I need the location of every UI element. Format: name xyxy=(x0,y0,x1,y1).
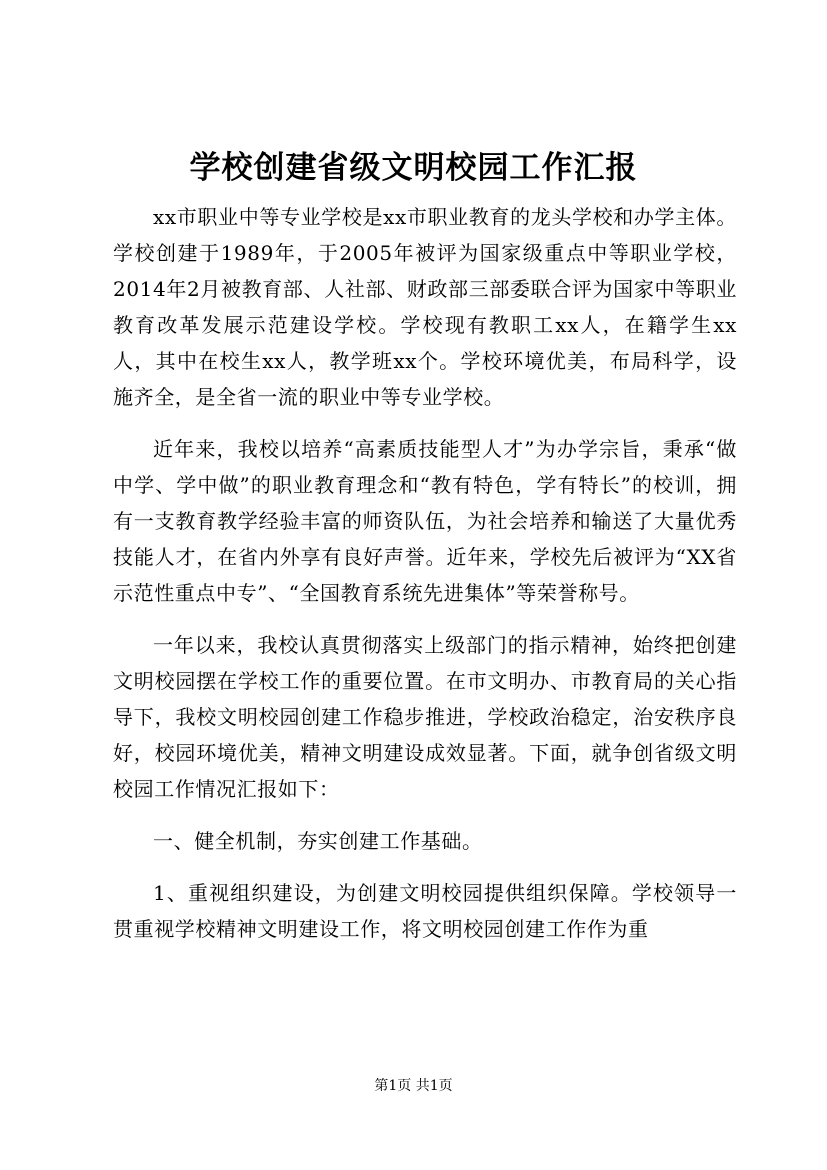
document-title: 学校创建省级文明校园工作汇报 xyxy=(189,150,638,186)
page-footer: 第1页 共1页 xyxy=(374,1078,453,1094)
paragraph-recent-years: 近年来，我校以培养“高素质技能型人才”为办学宗旨，秉承“做中学、学中做”的职业教育理念和“教有特色，学有特长”的校训，拥有一支教育教学经验丰富的师资队伍，为社会培养和输送了大量优秀技能人才，在省内外享有良好声誉。近年来，学校先后被评为“XX省示范性重点中专”、“全国教育系统先进集体”等荣誉称号。 xyxy=(113,437,737,605)
paragraph-past-year: 一年以来，我校认真贯彻落实上级部门的指示精神，始终把创建文明校园摆在学校工作的重要位置。在市文明办、市教育局的关心指导下，我校文明校园创建工作稳步推进，学校政治稳定，治安秩序良好，校园环境优美，精神文明建设成效显著。下面，就争创省级文明校园工作情况汇报如下： xyxy=(113,633,737,801)
paragraph-school-intro: xx市职业中等专业学校是xx市职业教育的龙头学校和办学主体。学校创建于1989年，于2005年被评为国家级重点中等职业学校，2014年2月被教育部、人社部、财政部三部委联合评为国家中等职业教育改革发展示范建设学校。学校现有教职工xx人，在籍学生xx人，其中在校生xx人，教学班xx个。学校环境优美，布局科学，设施齐全，是全省一流的职业中等专业学校。 xyxy=(113,205,737,409)
section-heading-1: 一、健全机制，夯实创建工作基础。 xyxy=(153,829,483,853)
paragraph-organization: 1、重视组织建设，为创建文明校园提供组织保障。学校领导一贯重视学校精神文明建设工作，将文明校园创建工作作为重 xyxy=(113,881,737,941)
document-body xyxy=(113,199,737,947)
